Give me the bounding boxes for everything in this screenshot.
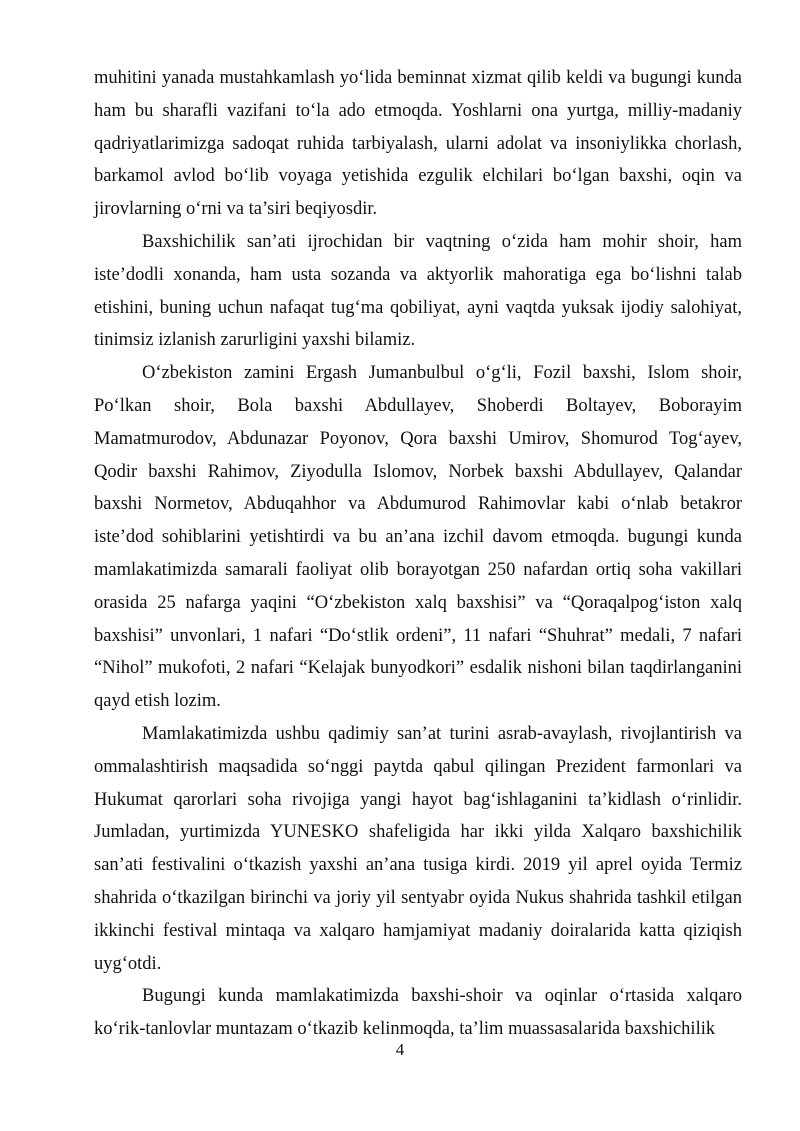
paragraph-5: Bugungi kunda mamlakatimizda baxshi-shoir va oqinlar o‘rtasida xalqaro ko‘rik-tanlovlar muntazam o‘tkazib kelinmoqda, ta’lim muassasalarida baxshichilik xyxy=(94,986,742,1040)
paragraph-4: Mamlakatimizda ushbu qadimiy san’at turini asrab-avaylash, rivojlantirish va ommalashtirish maqsadida so‘nggi paytda qabul qilingan Prezident farmonlari va Hukumat qarorlari soha rivojiga yangi hayot bag‘ishlaganini ta’kidlash o‘rinlidir. Jumladan, yurtimizda YUNESKO shafeligida har ikki yilda Xalqaro baxshichilik san’ati festivalini o‘tkazish yaxshi an’ana tusiga kirdi. 2019 yil aprel oyida Termiz shahrida o‘tkazilgan birinchi va joriy yil sentyabr oyida Nukus shahrida tashkil etilgan ikkinchi festival mintaqa va xalqaro hamjamiyat madaniy doiralarida katta qiziqish uyg‘otdi. xyxy=(94,723,742,974)
page-number: 4 xyxy=(395,1040,405,1059)
paragraph-1: muhitini yanada mustahkamlash yo‘lida beminnat xizmat qilib keldi va bugungi kunda ham bu sharafli vazifani to‘la ado etmoqda. Yoshlarni ona yurtga, milliy-madaniy qadriyatlarimizga sadoqat ruhida tarbiyalash, ularni adolat va insoniylikka chorlash, barkamol avlod bo‘lib voyaga yetishida ezgulik elchilari bo‘lgan baxshi, oqin va jirovlarning o‘rni va ta’siri beqiyosdir. xyxy=(94,68,742,220)
body-text xyxy=(94,62,742,1046)
paragraph-2: Baxshichilik san’ati ijrochidan bir vaqtning o‘zida ham mohir shoir, ham iste’dodli xonanda, ham usta sozanda va aktyorlik mahoratiga ega bo‘lishni talab etishini, buning uchun nafaqat tug‘ma qobiliyat, ayni vaqtda yuksak ijodiy salohiyat, tinimsiz izlanish zarurligini yaxshi bilamiz. xyxy=(94,231,742,351)
paragraph-3: O‘zbekiston zamini Ergash Jumanbulbul o‘g‘li, Fozil baxshi, Islom shoir, Po‘lkan shoir, Bola baxshi Abdullayev, Shoberdi Boltayev, Boborayim Mamatmurodov, Abdunazar Poyonov, Qora baxshi Umirov, Shomurod Tog‘ayev, Qodir baxshi Rahimov, Ziyodulla Islomov, Norbek baxshi Abdullayev, Qalandar baxshi Normetov, Abduqahhor va Abdumurod Rahimovlar kabi o‘nlab betakror iste’dod sohiblarini yetishtirdi va bu an’ana izchil davom etmoqda. bugungi kunda mamlakatimizda samarali faoliyat olib borayotgan 250 nafardan ortiq soha vakillari orasida 25 nafarga yaqini “O‘zbekiston xalq baxshisi” va “Qoraqalpog‘iston xalq baxshisi” unvonlari, 1 nafari “Do‘stlik ordeni”, 11 nafari “Shuhrat” medali, 7 nafari “Nihol” mukofoti, 2 nafari “Kelajak bunyodkori” esdalik nishoni bilan taqdirlanganini qayd etish lozim. xyxy=(94,363,742,712)
